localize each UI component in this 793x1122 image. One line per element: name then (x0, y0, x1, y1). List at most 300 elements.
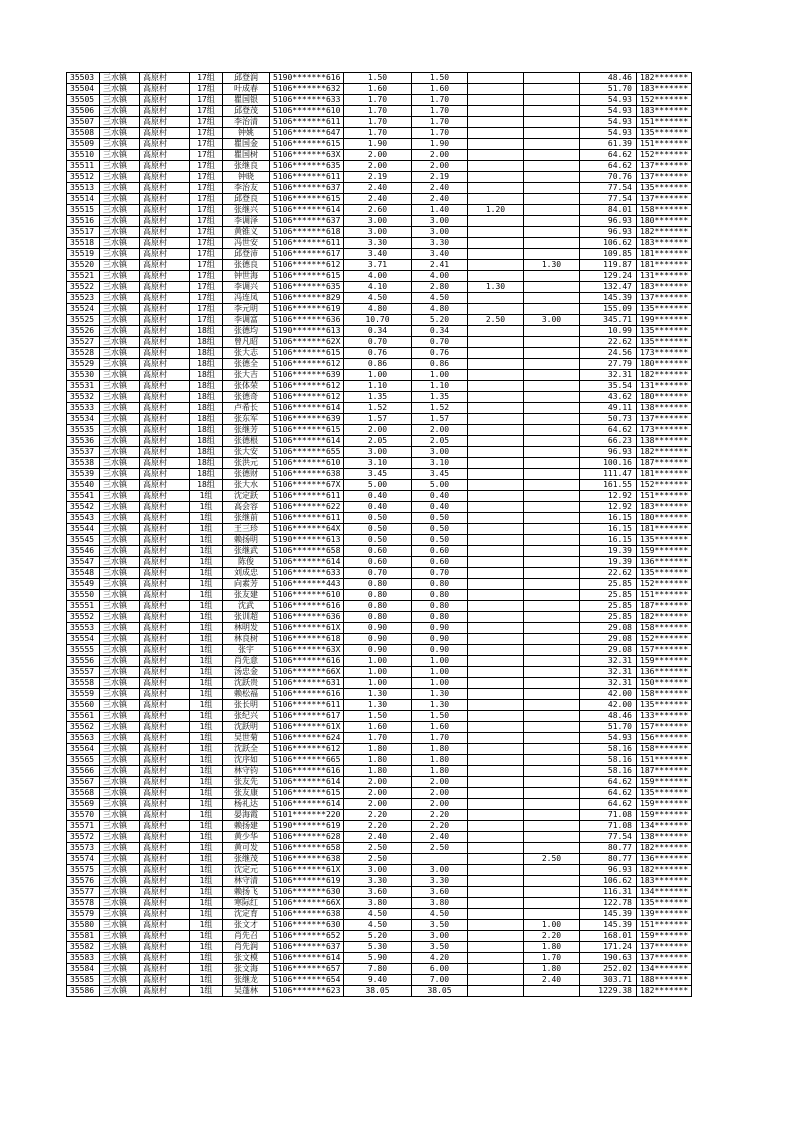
table-row (67, 799, 692, 810)
cell-group: 1组 (190, 898, 223, 909)
cell-area-total: 1.00 (344, 667, 412, 678)
cell-area-col-2: 2.50 (468, 315, 524, 326)
cell-phone: 182******* (637, 986, 692, 997)
cell-area-col-2 (468, 832, 524, 843)
cell-id-number: 5101*******220 (270, 810, 344, 821)
cell-phone: 151******* (637, 920, 692, 931)
cell-area-col-3: 1.00 (524, 920, 580, 931)
cell-area-col-1: 0.70 (412, 568, 468, 579)
cell-village: 高原村 (140, 370, 190, 381)
cell-area-total: 0.60 (344, 546, 412, 557)
cell-amount: 84.01 (580, 205, 637, 216)
cell-town: 三水镇 (100, 524, 140, 535)
cell-village: 高原村 (140, 139, 190, 150)
cell-amount: 66.23 (580, 436, 637, 447)
cell-village: 高原村 (140, 821, 190, 832)
cell-name: 林守清 (223, 876, 270, 887)
cell-group: 1组 (190, 546, 223, 557)
cell-group: 1组 (190, 634, 223, 645)
cell-area-total: 1.80 (344, 744, 412, 755)
cell-amount: 64.62 (580, 777, 637, 788)
cell-group: 1组 (190, 711, 223, 722)
table-row (67, 172, 692, 183)
cell-row-number: 35546 (67, 546, 100, 557)
cell-phone: 159******* (637, 656, 692, 667)
cell-area-col-2 (468, 821, 524, 832)
cell-area-col-3 (524, 909, 580, 920)
cell-area-total: 1.60 (344, 722, 412, 733)
cell-area-col-2 (468, 931, 524, 942)
cell-amount: 122.78 (580, 898, 637, 909)
cell-town: 三水镇 (100, 700, 140, 711)
cell-row-number: 35535 (67, 425, 100, 436)
cell-area-col-1: 1.80 (412, 755, 468, 766)
cell-area-col-1: 1.70 (412, 106, 468, 117)
cell-name: 晏海霞 (223, 810, 270, 821)
cell-village: 高原村 (140, 447, 190, 458)
cell-name: 沈序如 (223, 755, 270, 766)
cell-group: 18组 (190, 480, 223, 491)
cell-village: 高原村 (140, 359, 190, 370)
cell-village: 高原村 (140, 84, 190, 95)
cell-row-number: 35547 (67, 557, 100, 568)
cell-town: 三水镇 (100, 326, 140, 337)
cell-area-col-2 (468, 876, 524, 887)
cell-area-col-1: 0.70 (412, 337, 468, 348)
cell-id-number: 5106*******655 (270, 447, 344, 458)
cell-area-total: 3.45 (344, 469, 412, 480)
table-row (67, 612, 692, 623)
cell-phone: 135******* (637, 337, 692, 348)
cell-town: 三水镇 (100, 282, 140, 293)
cell-id-number: 5190*******619 (270, 821, 344, 832)
cell-town: 三水镇 (100, 579, 140, 590)
cell-area-total: 0.90 (344, 634, 412, 645)
cell-amount: 42.00 (580, 689, 637, 700)
cell-id-number: 5106*******619 (270, 876, 344, 887)
cell-id-number: 5106*******638 (270, 469, 344, 480)
cell-group: 18组 (190, 425, 223, 436)
cell-id-number: 5106*******623 (270, 986, 344, 997)
cell-row-number: 35536 (67, 436, 100, 447)
cell-town: 三水镇 (100, 623, 140, 634)
cell-area-col-1: 3.60 (412, 887, 468, 898)
cell-phone: 187******* (637, 766, 692, 777)
cell-area-col-1: 1.00 (412, 370, 468, 381)
cell-name: 张继良 (223, 161, 270, 172)
cell-area-col-2 (468, 689, 524, 700)
table-row (67, 645, 692, 656)
cell-row-number: 35542 (67, 502, 100, 513)
cell-village: 高原村 (140, 832, 190, 843)
cell-area-total: 3.30 (344, 876, 412, 887)
cell-phone: 151******* (637, 117, 692, 128)
cell-name: 林良树 (223, 634, 270, 645)
cell-area-col-3 (524, 711, 580, 722)
cell-name: 赖扬建 (223, 821, 270, 832)
cell-area-col-3 (524, 480, 580, 491)
cell-group: 1组 (190, 865, 223, 876)
cell-town: 三水镇 (100, 722, 140, 733)
table-row (67, 843, 692, 854)
cell-row-number: 35548 (67, 568, 100, 579)
cell-name: 沈跃全 (223, 744, 270, 755)
cell-row-number: 35545 (67, 535, 100, 546)
cell-village: 高原村 (140, 535, 190, 546)
cell-area-total: 1.00 (344, 678, 412, 689)
cell-phone: 138******* (637, 436, 692, 447)
cell-village: 高原村 (140, 975, 190, 986)
cell-name: 邱登润 (223, 73, 270, 84)
cell-area-col-2 (468, 95, 524, 106)
cell-area-total: 3.30 (344, 238, 412, 249)
cell-phone: 134******* (637, 821, 692, 832)
cell-village: 高原村 (140, 282, 190, 293)
cell-area-total: 0.40 (344, 491, 412, 502)
cell-area-col-2 (468, 656, 524, 667)
cell-group: 1组 (190, 887, 223, 898)
cell-area-col-2 (468, 865, 524, 876)
cell-village: 高原村 (140, 293, 190, 304)
cell-amount: 48.46 (580, 711, 637, 722)
cell-name: 沈定元 (223, 865, 270, 876)
cell-id-number: 5106*******615 (270, 788, 344, 799)
cell-town: 三水镇 (100, 106, 140, 117)
cell-group: 1组 (190, 491, 223, 502)
cell-phone: 138******* (637, 832, 692, 843)
cell-area-col-1: 0.90 (412, 634, 468, 645)
cell-group: 1组 (190, 975, 223, 986)
cell-amount: 145.39 (580, 909, 637, 920)
cell-amount: 77.54 (580, 183, 637, 194)
cell-group: 1组 (190, 667, 223, 678)
cell-area-total: 0.80 (344, 612, 412, 623)
cell-amount: 168.01 (580, 931, 637, 942)
cell-town: 三水镇 (100, 953, 140, 964)
cell-amount: 64.62 (580, 161, 637, 172)
cell-group: 17组 (190, 73, 223, 84)
table-row (67, 942, 692, 953)
table-row (67, 480, 692, 491)
cell-amount: 96.93 (580, 865, 637, 876)
cell-group: 17组 (190, 238, 223, 249)
cell-area-total: 5.00 (344, 480, 412, 491)
cell-id-number: 5106*******636 (270, 612, 344, 623)
cell-phone: 183******* (637, 84, 692, 95)
cell-area-col-1: 1.70 (412, 733, 468, 744)
cell-id-number: 5106*******654 (270, 975, 344, 986)
cell-area-total: 3.40 (344, 249, 412, 260)
cell-name: 黄可发 (223, 843, 270, 854)
table-row (67, 293, 692, 304)
cell-id-number: 5106*******615 (270, 271, 344, 282)
table-row (67, 711, 692, 722)
table-row (67, 810, 692, 821)
cell-name: 向素芳 (223, 579, 270, 590)
cell-amount: 35.54 (580, 381, 637, 392)
cell-area-col-3: 2.20 (524, 931, 580, 942)
cell-name: 张大安 (223, 447, 270, 458)
cell-phone: 159******* (637, 931, 692, 942)
cell-group: 1组 (190, 766, 223, 777)
cell-phone: 158******* (637, 744, 692, 755)
table-row (67, 689, 692, 700)
cell-group: 17组 (190, 216, 223, 227)
cell-phone: 157******* (637, 722, 692, 733)
table-row (67, 436, 692, 447)
cell-area-total: 1.50 (344, 73, 412, 84)
cell-area-col-1: 2.19 (412, 172, 468, 183)
cell-phone: 135******* (637, 568, 692, 579)
cell-area-col-1: 1.10 (412, 381, 468, 392)
cell-area-total: 2.00 (344, 777, 412, 788)
cell-group: 17组 (190, 282, 223, 293)
cell-phone: 188******* (637, 975, 692, 986)
cell-id-number: 5106*******638 (270, 854, 344, 865)
cell-area-col-3 (524, 667, 580, 678)
cell-id-number: 5106*******616 (270, 601, 344, 612)
cell-phone: 180******* (637, 216, 692, 227)
cell-id-number: 5106*******614 (270, 205, 344, 216)
cell-village: 高原村 (140, 150, 190, 161)
cell-row-number: 35537 (67, 447, 100, 458)
cell-area-col-2 (468, 909, 524, 920)
cell-row-number: 35526 (67, 326, 100, 337)
table-row (67, 832, 692, 843)
cell-name: 邱登良 (223, 194, 270, 205)
cell-id-number: 5106*******617 (270, 249, 344, 260)
cell-group: 17组 (190, 293, 223, 304)
cell-phone: 183******* (637, 502, 692, 513)
cell-area-col-1: 1.57 (412, 414, 468, 425)
cell-amount: 58.16 (580, 755, 637, 766)
cell-village: 高原村 (140, 700, 190, 711)
cell-group: 1组 (190, 788, 223, 799)
table-row (67, 238, 692, 249)
table-row (67, 392, 692, 403)
cell-phone: 156******* (637, 733, 692, 744)
cell-area-col-1: 5.20 (412, 315, 468, 326)
cell-name: 张训超 (223, 612, 270, 623)
cell-phone: 182******* (637, 73, 692, 84)
cell-amount: 58.16 (580, 766, 637, 777)
cell-area-col-2 (468, 579, 524, 590)
cell-id-number: 5106*******610 (270, 590, 344, 601)
cell-area-col-3 (524, 359, 580, 370)
cell-phone: 136******* (637, 667, 692, 678)
cell-village: 高原村 (140, 843, 190, 854)
cell-village: 高原村 (140, 623, 190, 634)
cell-amount: 71.08 (580, 810, 637, 821)
cell-id-number: 5106*******630 (270, 920, 344, 931)
cell-area-col-1: 4.20 (412, 953, 468, 964)
cell-row-number: 35538 (67, 458, 100, 469)
cell-group: 1组 (190, 645, 223, 656)
cell-group: 18组 (190, 458, 223, 469)
cell-phone: 135******* (637, 183, 692, 194)
cell-group: 1组 (190, 689, 223, 700)
cell-village: 高原村 (140, 524, 190, 535)
cell-area-col-2 (468, 370, 524, 381)
cell-name: 叶成春 (223, 84, 270, 95)
cell-area-total: 1.70 (344, 117, 412, 128)
cell-phone: 137******* (637, 953, 692, 964)
cell-town: 三水镇 (100, 964, 140, 975)
cell-row-number: 35549 (67, 579, 100, 590)
cell-village: 高原村 (140, 436, 190, 447)
cell-area-col-2 (468, 810, 524, 821)
cell-group: 1组 (190, 986, 223, 997)
cell-village: 高原村 (140, 480, 190, 491)
cell-row-number: 35519 (67, 249, 100, 260)
cell-village: 高原村 (140, 172, 190, 183)
cell-area-col-3 (524, 766, 580, 777)
cell-area-col-2 (468, 535, 524, 546)
cell-village: 高原村 (140, 491, 190, 502)
cell-phone: 173******* (637, 348, 692, 359)
cell-area-total: 2.20 (344, 810, 412, 821)
cell-area-col-3 (524, 678, 580, 689)
cell-area-col-1: 3.80 (412, 898, 468, 909)
cell-area-col-3 (524, 513, 580, 524)
cell-town: 三水镇 (100, 249, 140, 260)
cell-group: 17组 (190, 194, 223, 205)
table-row (67, 964, 692, 975)
cell-id-number: 5106*******614 (270, 953, 344, 964)
cell-village: 高原村 (140, 942, 190, 953)
cell-area-col-3 (524, 370, 580, 381)
cell-group: 17组 (190, 172, 223, 183)
cell-group: 1组 (190, 678, 223, 689)
cell-area-col-2 (468, 766, 524, 777)
cell-village: 高原村 (140, 183, 190, 194)
cell-id-number: 5106*******658 (270, 546, 344, 557)
cell-id-number: 5106*******616 (270, 689, 344, 700)
cell-area-col-2 (468, 414, 524, 425)
cell-row-number: 35561 (67, 711, 100, 722)
cell-area-col-1: 2.40 (412, 183, 468, 194)
cell-amount: 24.56 (580, 348, 637, 359)
cell-area-col-1: 0.50 (412, 524, 468, 535)
cell-name: 汤忠金 (223, 667, 270, 678)
cell-id-number: 5106*******647 (270, 128, 344, 139)
cell-row-number: 35534 (67, 414, 100, 425)
cell-area-col-1: 2.00 (412, 150, 468, 161)
table-row (67, 777, 692, 788)
cell-area-col-3: 1.80 (524, 942, 580, 953)
cell-row-number: 35581 (67, 931, 100, 942)
cell-area-col-3 (524, 293, 580, 304)
cell-area-col-3 (524, 238, 580, 249)
cell-id-number: 5106*******616 (270, 656, 344, 667)
cell-town: 三水镇 (100, 909, 140, 920)
cell-village: 高原村 (140, 909, 190, 920)
table-row (67, 216, 692, 227)
cell-id-number: 5106*******612 (270, 744, 344, 755)
table-row (67, 821, 692, 832)
cell-village: 高原村 (140, 469, 190, 480)
cell-name: 赖扬飞 (223, 887, 270, 898)
cell-id-number: 5106*******611 (270, 513, 344, 524)
cell-phone: 157******* (637, 645, 692, 656)
cell-area-total: 1.70 (344, 128, 412, 139)
cell-phone: 133******* (637, 711, 692, 722)
cell-area-col-2 (468, 524, 524, 535)
cell-area-total: 1.70 (344, 95, 412, 106)
table-row (67, 733, 692, 744)
cell-area-col-3 (524, 612, 580, 623)
cell-phone: 152******* (637, 480, 692, 491)
cell-amount: 54.93 (580, 128, 637, 139)
cell-village: 高原村 (140, 568, 190, 579)
cell-area-total: 3.00 (344, 865, 412, 876)
cell-area-col-1: 3.10 (412, 458, 468, 469)
cell-name: 肖先召 (223, 931, 270, 942)
cell-area-col-1: 6.00 (412, 964, 468, 975)
cell-phone: 187******* (637, 458, 692, 469)
cell-town: 三水镇 (100, 172, 140, 183)
cell-area-col-2 (468, 546, 524, 557)
cell-id-number: 5106*******638 (270, 909, 344, 920)
cell-group: 1组 (190, 755, 223, 766)
cell-area-col-1: 1.40 (412, 205, 468, 216)
cell-id-number: 5106*******612 (270, 392, 344, 403)
cell-area-col-3 (524, 557, 580, 568)
cell-amount: 51.70 (580, 722, 637, 733)
cell-group: 1组 (190, 909, 223, 920)
cell-area-total: 4.00 (344, 271, 412, 282)
cell-area-total: 3.71 (344, 260, 412, 271)
cell-name: 林明发 (223, 623, 270, 634)
table-row (67, 84, 692, 95)
cell-phone: 182******* (637, 447, 692, 458)
table-row (67, 447, 692, 458)
cell-name: 张文海 (223, 964, 270, 975)
table-row (67, 854, 692, 865)
cell-amount: 19.39 (580, 546, 637, 557)
cell-group: 1组 (190, 854, 223, 865)
cell-town: 三水镇 (100, 95, 140, 106)
cell-group: 17组 (190, 95, 223, 106)
cell-amount: 61.39 (580, 139, 637, 150)
table-row (67, 513, 692, 524)
cell-area-col-3 (524, 326, 580, 337)
cell-town: 三水镇 (100, 436, 140, 447)
cell-area-col-1: 7.00 (412, 975, 468, 986)
cell-row-number: 35584 (67, 964, 100, 975)
cell-area-col-3 (524, 810, 580, 821)
cell-name: 冯连凤 (223, 293, 270, 304)
cell-town: 三水镇 (100, 634, 140, 645)
cell-area-total: 2.00 (344, 788, 412, 799)
cell-village: 高原村 (140, 425, 190, 436)
cell-area-col-3: 1.30 (524, 260, 580, 271)
cell-group: 17组 (190, 150, 223, 161)
cell-area-col-2: 1.30 (468, 282, 524, 293)
cell-area-total: 0.50 (344, 513, 412, 524)
cell-id-number: 5190*******613 (270, 535, 344, 546)
table-row (67, 700, 692, 711)
cell-row-number: 35557 (67, 667, 100, 678)
cell-area-col-2 (468, 117, 524, 128)
cell-row-number: 35555 (67, 645, 100, 656)
cell-phone: 182******* (637, 843, 692, 854)
cell-id-number: 5106*******619 (270, 304, 344, 315)
cell-town: 三水镇 (100, 150, 140, 161)
cell-town: 三水镇 (100, 667, 140, 678)
cell-row-number: 35579 (67, 909, 100, 920)
cell-area-total: 10.70 (344, 315, 412, 326)
